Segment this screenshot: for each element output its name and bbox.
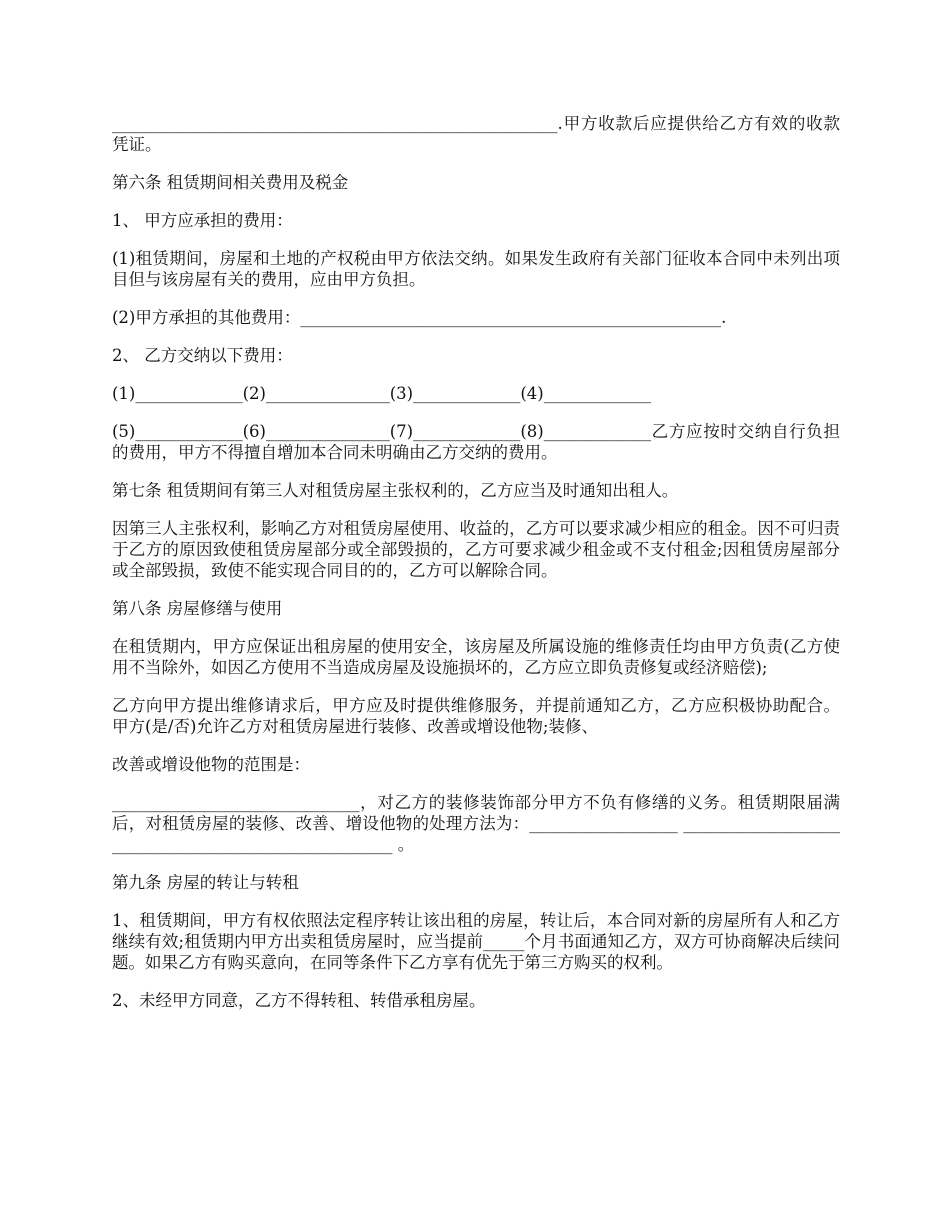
- paragraph-renovation-scope: 改善或增设他物的范围是：: [112, 755, 310, 774]
- paragraph-party-b-costs-blanks-2: (5)_____________(6)_______________(7)_____________(8)_____________乙方应按时交纳自行负担的费用，甲方不得擅自增加本合同未明确由乙方交纳的费用。: [112, 422, 840, 462]
- heading-article-8: 第八条 房屋修缮与使用: [112, 599, 283, 618]
- heading-article-7: 第七条 租赁期间有第三人对租赁房屋主张权利的，乙方应当及时通知出租人。: [112, 481, 679, 500]
- paragraph-transfer-2: 2、未经甲方同意，乙方不得转租、转借承租房屋。: [112, 991, 486, 1010]
- paragraph-party-b-costs-title: 2、 乙方交纳以下费用：: [112, 346, 293, 365]
- heading-article-9: 第九条 房屋的转让与转租: [112, 873, 299, 892]
- paragraph-party-b-costs-blanks-1: (1)_____________(2)_______________(3)_____________(4)_____________: [112, 384, 651, 403]
- paragraph-payment-receipt: ______________________________________________________.甲方收款后应提供给乙方有效的收款凭证。: [112, 114, 840, 154]
- paragraph-party-a-costs-1: (1)租赁期间，房屋和土地的产权税由甲方依法交纳。如果发生政府有关部门征收本合同中未列出项目但与该房屋有关的费用，应由甲方负担。: [112, 249, 840, 289]
- paragraph-renovation-handling: ______________________________，对乙方的装修装饰部分甲方不负有修缮的义务。租赁期限届满后，对租赁房屋的装修、改善、增设他物的处理方法为：__________________ _____________________________________________________ 。: [112, 793, 840, 854]
- paragraph-third-party-rights: 因第三人主张权利，影响乙方对租赁房屋使用、收益的，乙方可以要求减少相应的租金。因不可归责于乙方的原因致使租赁房屋部分或全部毁损的，乙方可要求减少租金或不支付租金;因租赁房屋部分或全部毁损，致使不能实现合同目的的，乙方可以解除合同。: [112, 519, 840, 580]
- paragraph-party-a-costs-title: 1、 甲方应承担的费用：: [112, 211, 293, 230]
- paragraph-repair-request: 乙方向甲方提出维修请求后，甲方应及时提供维修服务，并提前通知乙方，乙方应积极协助配合。 甲方(是/否)允许乙方对租赁房屋进行装修、改善或增设他物;装修、: [112, 696, 840, 736]
- paragraph-transfer-1: 1、租赁期间，甲方有权依照法定程序转让该出租的房屋，转让后，本合同对新的房屋所有人和乙方继续有效;租赁期内甲方出卖租赁房屋时，应当提前_____个月书面通知乙方，双方可协商解决后续问题。如果乙方有购买意向，在同等条件下乙方享有优先于第三方购买的权利。: [112, 911, 840, 972]
- paragraph-repair-responsibility: 在租赁期内，甲方应保证出租房屋的使用安全，该房屋及所属设施的维修责任均由甲方负责(乙方使用不当除外，如因乙方使用不当造成房屋及设施损坏的，乙方应立即负责修复或经济赔偿);: [112, 637, 840, 677]
- paragraph-party-a-costs-2: (2)甲方承担的其他费用：___________________________________________________.: [112, 308, 727, 327]
- heading-article-6: 第六条 租赁期间相关费用及税金: [112, 173, 349, 192]
